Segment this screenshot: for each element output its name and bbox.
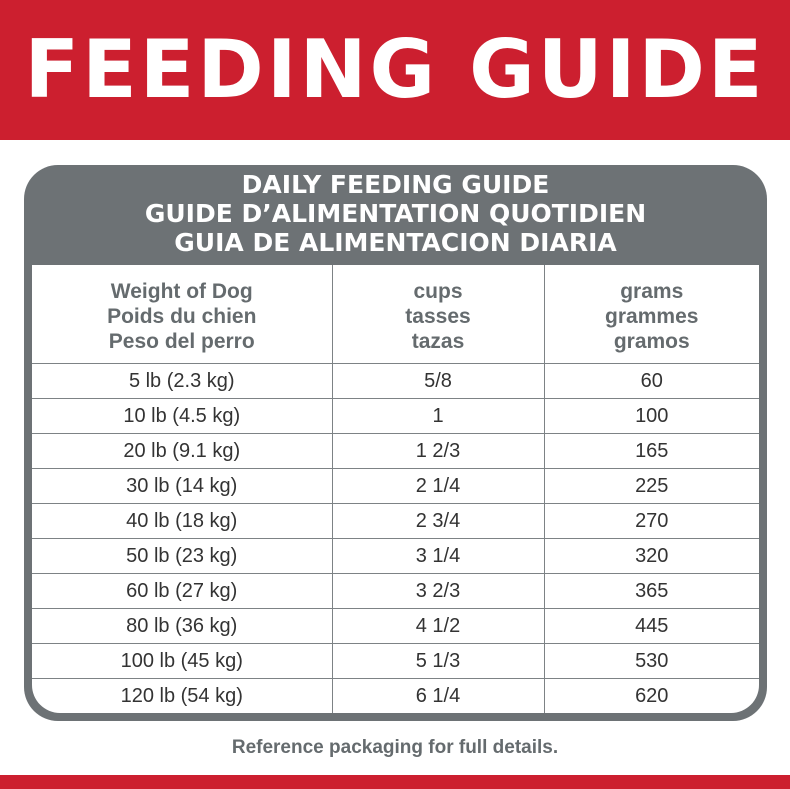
cups-cell: 3 1/4 — [332, 539, 544, 574]
cups-cell: 1 — [332, 399, 544, 434]
weight-cell: 30 lb (14 kg) — [32, 469, 332, 504]
table-row — [32, 574, 759, 609]
grams-cell: 100 — [544, 399, 759, 434]
table-row — [32, 434, 759, 469]
heading-english: DAILY FEEDING GUIDE — [241, 170, 550, 199]
grams-cell: 60 — [544, 364, 759, 399]
table-row — [32, 644, 759, 679]
weight-cell: 10 lb (4.5 kg) — [32, 399, 332, 434]
table-row — [32, 679, 759, 714]
column-header-cups — [332, 265, 544, 364]
column-header-weight — [32, 265, 332, 364]
feeding-table — [32, 265, 759, 713]
weight-cell: 80 lb (36 kg) — [32, 609, 332, 644]
grams-cell: 320 — [544, 539, 759, 574]
header-cups-fr: tasses — [405, 305, 471, 328]
grams-cell: 270 — [544, 504, 759, 539]
grams-cell: 445 — [544, 609, 759, 644]
header-grams-es: gramos — [613, 330, 690, 353]
header-weight-en: Weight of Dog — [110, 280, 253, 303]
table-header-row — [32, 265, 759, 364]
cups-cell: 4 1/2 — [332, 609, 544, 644]
weight-cell: 20 lb (9.1 kg) — [32, 434, 332, 469]
panel-heading — [24, 170, 767, 257]
feeding-table-container — [32, 265, 759, 713]
header-banner — [0, 0, 790, 140]
weight-cell: 100 lb (45 kg) — [32, 644, 332, 679]
table-row — [32, 539, 759, 574]
header-cups-en: cups — [413, 280, 463, 303]
table-row — [32, 504, 759, 539]
heading-french: GUIDE D’ALIMENTATION QUOTIDIEN — [144, 199, 647, 228]
grams-cell: 365 — [544, 574, 759, 609]
grams-cell: 225 — [544, 469, 759, 504]
weight-cell: 5 lb (2.3 kg) — [32, 364, 332, 399]
table-row — [32, 399, 759, 434]
table-row — [32, 364, 759, 399]
header-weight-fr: Poids du chien — [107, 305, 257, 328]
page-title: FEEDING GUIDE — [24, 23, 766, 116]
header-grams-fr: grammes — [605, 305, 699, 328]
weight-cell: 120 lb (54 kg) — [32, 679, 332, 714]
cups-cell: 5 1/3 — [332, 644, 544, 679]
footer-note: Reference packaging for full details. — [231, 737, 559, 758]
feeding-guide-panel — [24, 165, 767, 721]
cups-cell: 6 1/4 — [332, 679, 544, 714]
cups-cell: 1 2/3 — [332, 434, 544, 469]
weight-cell: 40 lb (18 kg) — [32, 504, 332, 539]
column-header-grams — [544, 265, 759, 364]
cups-cell: 2 1/4 — [332, 469, 544, 504]
cups-cell: 5/8 — [332, 364, 544, 399]
bottom-red-stripe — [0, 775, 790, 789]
weight-cell: 60 lb (27 kg) — [32, 574, 332, 609]
grams-cell: 620 — [544, 679, 759, 714]
table-row — [32, 469, 759, 504]
grams-cell: 165 — [544, 434, 759, 469]
header-weight-es: Peso del perro — [108, 330, 255, 353]
grams-cell: 530 — [544, 644, 759, 679]
header-grams-en: grams — [620, 280, 684, 303]
cups-cell: 2 3/4 — [332, 504, 544, 539]
cups-cell: 3 2/3 — [332, 574, 544, 609]
header-cups-es: tazas — [411, 330, 465, 353]
heading-spanish: GUIA DE ALIMENTACION DIARIA — [174, 228, 617, 257]
table-row — [32, 609, 759, 644]
weight-cell: 50 lb (23 kg) — [32, 539, 332, 574]
